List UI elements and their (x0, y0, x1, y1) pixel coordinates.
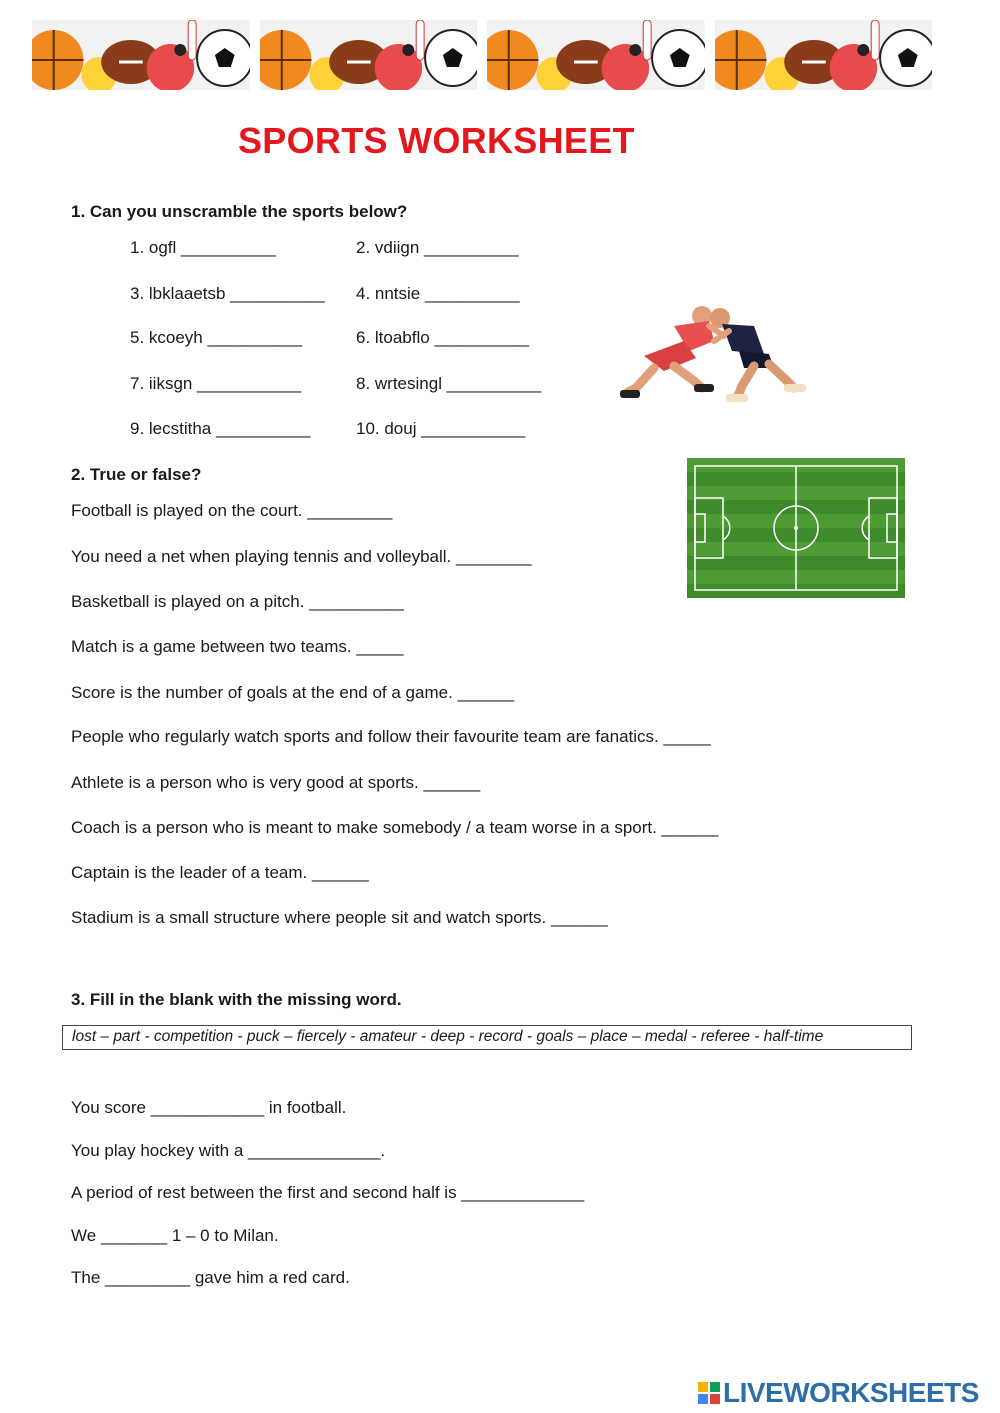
section2-heading: 2. True or false? (71, 465, 202, 484)
section3-heading: 3. Fill in the blank with the missing word. (71, 990, 402, 1009)
sports-balls-image (487, 20, 705, 90)
true-false-item[interactable]: Athlete is a person who is very good at sports. ______ (71, 773, 481, 792)
fill-blank-item[interactable]: A period of rest between the first and second half is _____________ (71, 1183, 585, 1202)
fill-blank-item[interactable]: You play hockey with a ______________. (71, 1141, 386, 1160)
sports-balls-banner (32, 20, 932, 90)
sports-balls-image (715, 20, 933, 90)
true-false-item[interactable]: Score is the number of goals at the end of a game. ______ (71, 683, 515, 702)
unscramble-item[interactable]: 4. nntsie __________ (356, 284, 520, 303)
true-false-item[interactable]: Coach is a person who is meant to make somebody / a team worse in a sport. ______ (71, 818, 719, 837)
sports-balls-image (32, 20, 250, 90)
true-false-item[interactable]: Stadium is a small structure where people sit and watch sports. ______ (71, 908, 608, 927)
true-false-item[interactable]: You need a net when playing tennis and volleyball. ________ (71, 547, 532, 566)
liveworksheets-logo-icon (698, 1382, 720, 1404)
section1-heading: 1. Can you unscramble the sports below? (71, 202, 408, 221)
football-pitch-illustration (687, 458, 905, 598)
unscramble-item[interactable]: 7. iiksgn ___________ (130, 374, 302, 393)
true-false-item[interactable]: Football is played on the court. _________ (71, 501, 393, 520)
unscramble-item[interactable]: 2. vdiign __________ (356, 238, 519, 257)
word-bank: lost – part - competition - puck – fiercely - amateur - deep - record - goals – place – medal - referee - half-time (62, 1025, 912, 1050)
unscramble-item[interactable]: 5. kcoeyh __________ (130, 328, 303, 347)
true-false-item[interactable]: People who regularly watch sports and follow their favourite team are fanatics. _____ (71, 727, 711, 746)
wrestlers-illustration (614, 296, 814, 411)
liveworksheets-logo-text: LIVEWORKSHEETS (723, 1377, 979, 1408)
sports-balls-image (260, 20, 478, 90)
unscramble-item[interactable]: 8. wrtesingl __________ (356, 374, 542, 393)
true-false-item[interactable]: Basketball is played on a pitch. __________ (71, 592, 404, 611)
fill-blank-item[interactable]: We _______ 1 – 0 to Milan. (71, 1226, 279, 1245)
unscramble-item[interactable]: 1. ogfl __________ (130, 238, 276, 257)
unscramble-item[interactable]: 6. ltoabflo __________ (356, 328, 529, 347)
fill-blank-item[interactable]: You score ____________ in football. (71, 1098, 347, 1117)
liveworksheets-logo[interactable] (698, 1375, 979, 1411)
true-false-item[interactable]: Match is a game between two teams. _____ (71, 637, 404, 656)
worksheet-title: SPORTS WORKSHEET (238, 120, 635, 161)
unscramble-item[interactable]: 10. douj ___________ (356, 419, 526, 438)
unscramble-item[interactable]: 3. lbklaaetsb __________ (130, 284, 325, 303)
fill-blank-item[interactable]: The _________ gave him a red card. (71, 1268, 350, 1287)
unscramble-item[interactable]: 9. lecstitha __________ (130, 419, 311, 438)
true-false-item[interactable]: Captain is the leader of a team. ______ (71, 863, 369, 882)
